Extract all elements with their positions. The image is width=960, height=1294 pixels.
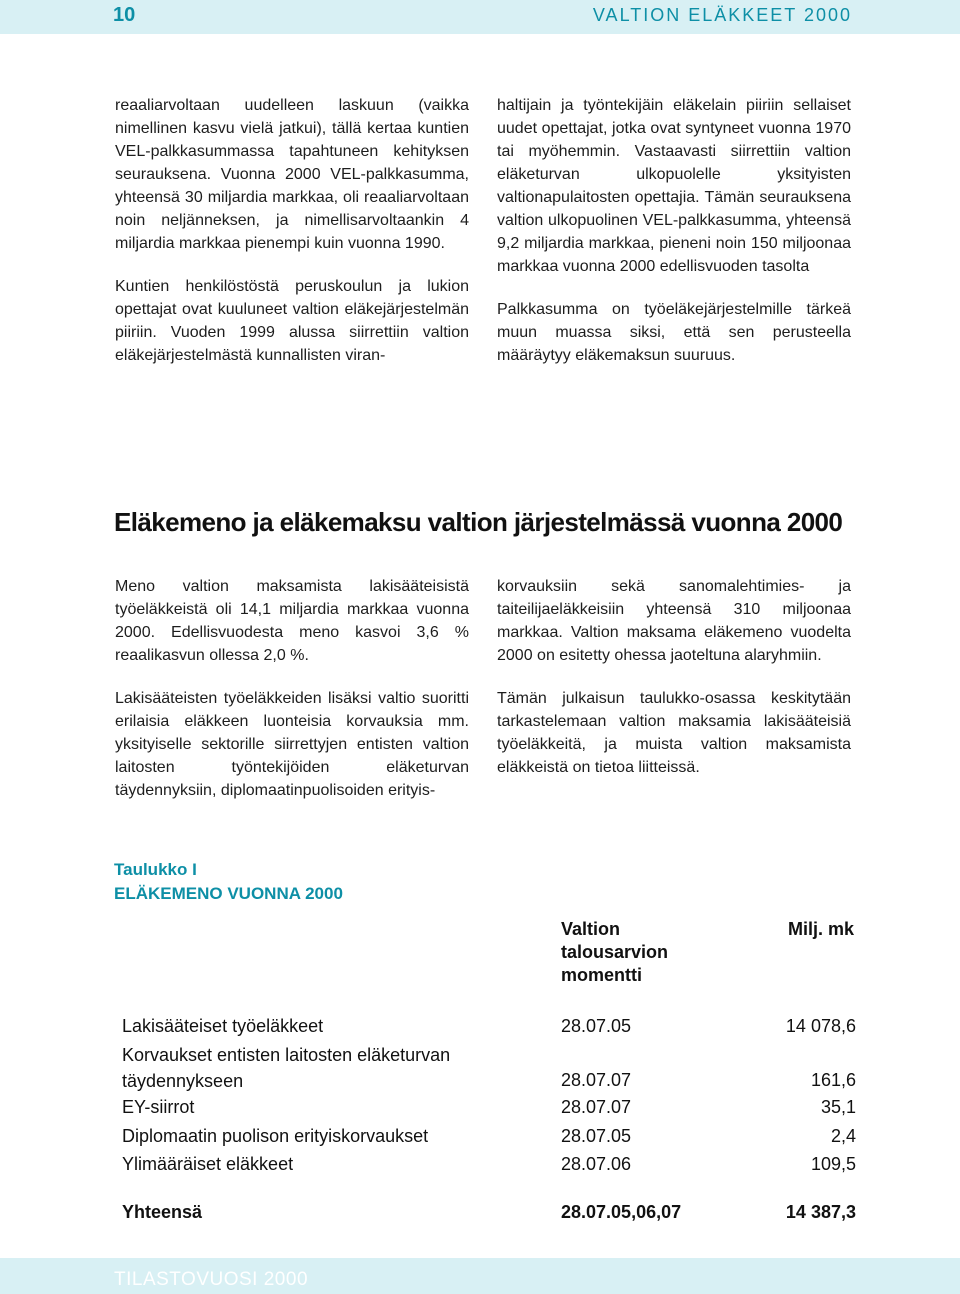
row-amount: 14 078,6 [785,1016,856,1036]
row-label: Ylimääräiset eläkkeet [122,1154,294,1174]
table-caption-number: Taulukko I [114,860,197,879]
column-header-amount: Milj. mk [787,919,854,939]
row-moment: 28.07.06 [561,1154,632,1174]
paragraph: Tämän julkaisun taulukko-osassa keskitytään tarkastelemaan valtion maksamia lakisääteisiä työeläkkeitä, ja muista valtion maksamista eläkkeistä on tietoa liitteissä. [497,690,851,776]
section-title: Eläkemeno ja eläkemaksu valtion järjestelmässä vuonna 2000 [114,507,843,537]
total-label: Yhteensä [122,1202,203,1222]
paragraph: Palkkasumma on työeläkejärjestelmille tärkeä muun muassa siksi, että sen perusteella määräytyy eläkemaksun suuruus. [497,301,851,364]
total-amount: 14 387,3 [785,1202,856,1222]
paragraph: Kuntien henkilöstöstä peruskoulun ja lukion opettajat ovat kuuluneet valtion eläkejärjestelmän piiriin. Vuoden 1999 alussa siirrettiin valtion eläkejärjestelmästä kunnallisten viran- [115,278,469,364]
row-moment: 28.07.07 [561,1097,632,1117]
paragraph: reaaliarvoltaan uudelleen laskuun (vaikka nimellinen kasvu vielä jatkui), tällä kertaa kuntien VEL-palkkasummassa tapahtuneen kehityksen seurauksena. Vuonna 2000 VEL-palkkasumma, yhteensä 30 miljardia markkaa, oli reaaliarvoltaan noin neljänneksen, ja nimellisarvoltaankin 4 miljardia markkaa pienempi kuin vuonna 1990. [115,97,469,252]
row-moment: 28.07.07 [561,1070,632,1090]
running-title: VALTION ELÄKKEET 2000 [592,5,852,25]
paragraph: Lakisääteisten työeläkkeiden lisäksi valtio suoritti erilaisia eläkkeen luonteisia korvauksia mm. yksityiselle sektorille siirrettyjen entisten valtion laitosten työntekijöiden eläketurvan täydennyksiin, diplomaatinpuolisoiden erityis- [115,690,469,799]
row-amount: 35,1 [820,1097,856,1117]
row-label: Diplomaatin puolison erityiskorvaukset [122,1126,429,1146]
row-amount: 161,6 [810,1070,856,1090]
paragraph: korvauksiin sekä sanomalehtimies- ja taiteilijaeläkkeisiin yhteensä 310 miljoonaa markkaa. Valtion maksama eläkemeno vuodelta 2000 on esitetty ohessa jaoteltuna alaryhmiin. [497,578,851,664]
row-label: Lakisääteiset työeläkkeet [122,1016,324,1036]
row-label: Korvaukset entisten laitosten eläketurvan täydennykseen [122,1045,451,1091]
row-amount: 2,4 [830,1126,856,1146]
row-label: EY-siirrot [122,1097,195,1117]
total-moment: 28.07.05,06,07 [561,1202,682,1222]
row-moment: 28.07.05 [561,1016,632,1036]
paragraph: Meno valtion maksamista lakisääteisistä työeläkkeistä oli 14,1 miljardia markkaa vuonna 2000. Edellisvuodesta meno kasvoi 3,6 % reaalikasvun ollessa 2,0 %. [115,578,469,664]
page-number: 10 [113,4,136,26]
footer-text: TILASTOVUOSI 2000 [114,1269,309,1290]
row-amount: 109,5 [810,1154,856,1174]
column-header-moment: Valtion talousarvion momentti [561,919,669,985]
paragraph: haltijain ja työntekijäin eläkelain piiriin sellaiset uudet opettajat, jotka ovat syntyneet vuonna 1970 tai myöhemmin. Vastaavasti siirrettiin valtion eläketurvan ulkopuolelle yksityisten valtionapulaitosten opettajia. Tämän seurauksena valtion ulkopuolinen VEL-palkkasumma, yhteensä 9,2 miljardia markkaa, pieneni noin 150 miljoonaa markkaa vuonna 2000 edellisvuoden tasolta [497,97,851,275]
table-caption-title: ELÄKEMENO VUONNA 2000 [114,884,343,903]
row-moment: 28.07.05 [561,1126,632,1146]
